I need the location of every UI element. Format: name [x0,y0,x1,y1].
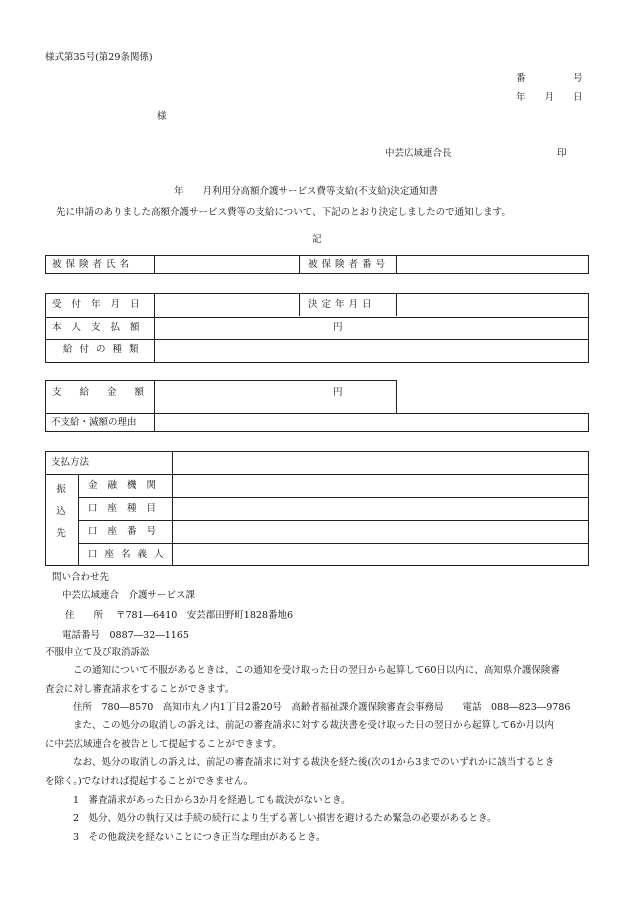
insured-number-label: 被保険者番号 [308,259,390,270]
appeal-paragraph-1: この通知について不服があるときは、この通知を受け取った日の翌日から起算して60日以内に、高知県介護保険審 [73,665,560,676]
seal-mark: 印 [557,148,567,159]
payment-amount-box [45,380,397,414]
account-number-label: 口座番号 [88,526,167,537]
benefit-type-label: 給付の種類 [63,344,146,355]
self-payment-label: 本人支払額 [52,322,150,333]
appeal-paragraph-3: なお、処分の取消しの訴えは、前記の審査請求に対する裁決を経た後(次の1から3までのいずれかに該当するとき [73,757,555,768]
reason-label: 不支給・減額の理由 [51,417,137,428]
contact-phone: 電話番号 0887―32―1165 [62,630,189,641]
appeal-paragraph-3-cont: を除く。)でなければ提起することができません。 [45,776,254,787]
reason-row [45,413,589,432]
insured-name-field[interactable] [155,256,298,274]
addressee-suffix: 様 [157,111,167,122]
contact-org: 中芸広域連合 介護サービス課 [62,590,196,601]
receipt-date-label: 受付年月日 [52,299,150,310]
payment-method-label: 支払方法 [51,457,90,468]
issue-date-label: 年 月 日 [516,92,583,103]
appeal-paragraph-2-cont: に中芸広域連合を被告として提起することができます。 [45,739,282,750]
bank-label: 金融機関 [88,480,167,491]
document-number-label: 番 号 [516,73,583,84]
appeal-item: 3 その他裁決を経ないことにつき正当な理由があるとき。 [73,832,326,843]
document-title: 年 月利用分高額介護サービス費等支給(不支給)決定通知書 [174,186,438,197]
payment-method-table [45,451,589,566]
insured-table [45,255,589,274]
contact-heading: 問い合わせ先 [52,572,110,583]
decision-date-label: 決定年月日 [308,299,376,310]
account-type-label: 口座種目 [88,503,167,514]
account-holder-label: 口座名義人 [88,549,171,560]
appeal-review-board-address: 住所 780―8570 高知市丸ノ内1丁目2番20号 高齢者福祉課介護保険審査会事務局 電話 088―823―9786 [73,702,571,713]
receipt-table [45,293,589,363]
form-number: 様式第35号(第29条関係) [45,52,153,63]
appeal-item: 2 処分、処分の執行又は手続の続行により生ずる著しい損害を避けるため緊急の必要があるとき。 [73,813,497,824]
ki-mark: 記 [312,234,322,245]
insured-number-field[interactable] [397,256,588,274]
intro-text: 先に申請のありました高額介護サービス費等の支給について、下記のとおり決定しましたので通知します。 [56,207,511,218]
appeal-paragraph-2: また、この処分の取消しの訴えは、前記の審査請求に対する裁決書を受け取った日の翌日から起算して6か月以内 [73,720,555,731]
appeal-item: 1 審査請求があった日から3か月を経過しても裁決がないとき。 [73,795,351,806]
appeal-heading: 不服申立て及び取消訴訟 [45,647,150,658]
issuer-name: 中芸広域連合長 [385,148,452,159]
self-payment-yen: 円 [333,322,343,333]
transfer-label: 振 込 先 [56,484,66,539]
payment-amount-yen: 円 [333,387,343,398]
insured-name-label: 被保険者氏名 [52,259,134,270]
contact-address: 〒781―6410 安芸郡田野町1828番地6 [116,610,294,621]
payment-amount-label: 支給金額 [52,387,163,398]
appeal-paragraph-1-cont: 査会に対し審査請求をすることができます。 [45,684,235,695]
contact-address-label: 住 所 [65,610,104,621]
